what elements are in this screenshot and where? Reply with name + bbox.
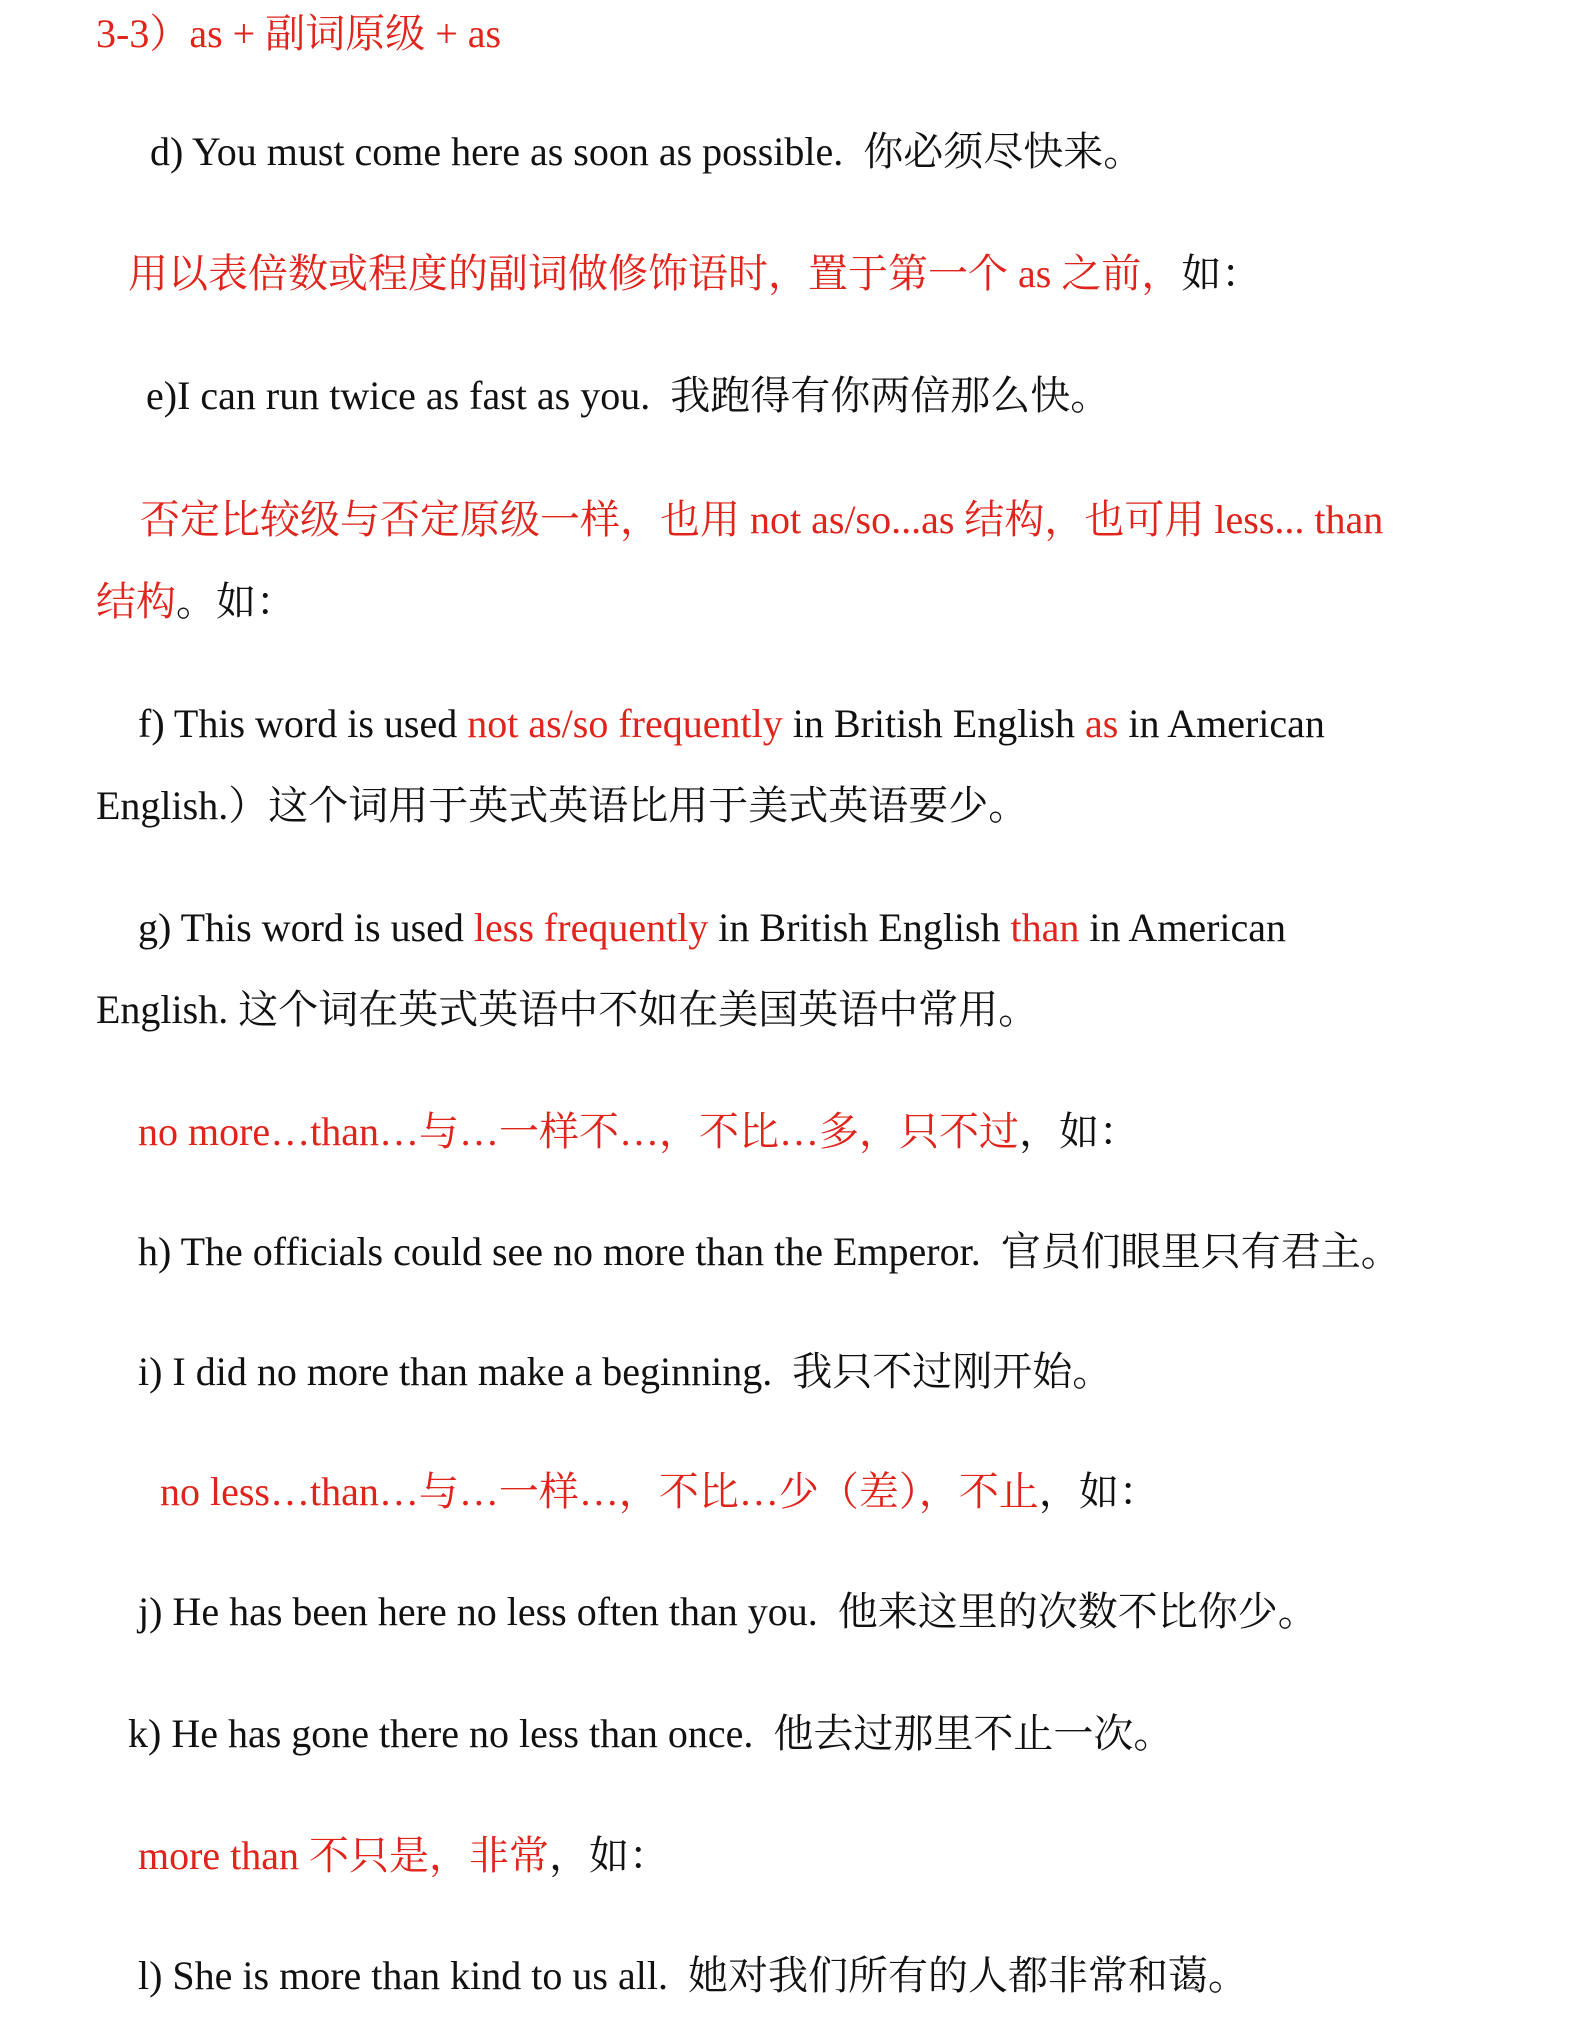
- example-e-chinese: 我跑得有你两倍那么快。: [670, 373, 1111, 418]
- rule-no-more-than-text: no more…than…与…一样不…，不比…多，只不过: [138, 1109, 1020, 1154]
- section-heading: 3-3）as + 副词原级 + as: [96, 11, 502, 56]
- rule-multiples-text: 用以表倍数或程度的副词做修饰语时，置于第一个 as 之前，: [128, 251, 1182, 296]
- example-g-part1: g) This word is used: [138, 905, 474, 950]
- example-f-part2: in British English: [782, 701, 1085, 746]
- example-h-english: h) The officials could see no more than the Emperor.: [138, 1229, 981, 1274]
- example-d: [150, 126, 1143, 178]
- example-f-part3: in American: [1118, 701, 1325, 746]
- example-i-chinese: 我只不过刚开始。: [792, 1349, 1113, 1394]
- example-f-part1: f) This word is used: [138, 701, 468, 746]
- rule-no-less-than-tail: ，如：: [1038, 1469, 1159, 1514]
- example-i-english: i) I did no more than make a beginning.: [138, 1349, 773, 1394]
- example-g-line2: English. 这个词在英式英语中不如在美国英语中常用。: [96, 987, 1039, 1032]
- example-d-chinese: 你必须尽快来。: [863, 129, 1144, 174]
- example-i: [138, 1346, 1112, 1398]
- rule-more-than-tail: ，如：: [549, 1833, 670, 1878]
- example-e: [146, 370, 1110, 422]
- example-j-chinese: 他来这里的次数不比你少。: [837, 1589, 1318, 1634]
- example-f-highlight2: as: [1085, 701, 1119, 746]
- example-g-highlight2: than: [1010, 905, 1080, 950]
- example-l: [138, 1950, 1248, 2002]
- example-j: [138, 1586, 1318, 1638]
- example-g-part2: in British English: [708, 905, 1011, 950]
- example-g-highlight1: less frequently: [473, 905, 709, 950]
- rule-negative-line2: [96, 576, 296, 628]
- rule-multiples-tail: 如：: [1181, 251, 1262, 296]
- rule-more-than: [138, 1830, 669, 1882]
- example-e-english: e)I can run twice as fast as you.: [146, 373, 651, 418]
- example-j-english: j) He has been here no less often than you.: [138, 1589, 818, 1634]
- example-g-part3: in American: [1079, 905, 1287, 950]
- rule-no-more-than-tail: ，如：: [1019, 1109, 1140, 1154]
- example-k-english: k) He has gone there no less than once.: [128, 1711, 754, 1756]
- example-l-chinese: 她对我们所有的人都非常和蔼。: [687, 1953, 1248, 1998]
- example-f-highlight1: not as/so frequently: [467, 701, 783, 746]
- example-h-chinese: 官员们眼里只有君主。: [1000, 1229, 1401, 1274]
- example-h: [138, 1226, 1401, 1278]
- example-k: [128, 1708, 1173, 1760]
- example-f-line1: [138, 698, 1325, 750]
- rule-no-more-than: [138, 1106, 1139, 1158]
- example-d-english: d) You must come here as soon as possible.: [150, 129, 844, 174]
- example-k-chinese: 他去过那里不止一次。: [773, 1711, 1174, 1756]
- rule-no-less-than-text: no less…than…与…一样…，不比…少（差），不止: [160, 1469, 1039, 1514]
- example-l-english: l) She is more than kind to us all.: [138, 1953, 668, 1998]
- rule-multiples: [128, 248, 1261, 300]
- rule-negative-line1: 否定比较级与否定原级一样，也用 not as/so...as 结构，也可用 less... than: [140, 497, 1384, 542]
- example-f-line2: English.）这个词用于英式英语比用于美式英语要少。: [96, 783, 1029, 828]
- rule-negative-line2-text: 结构: [96, 579, 176, 624]
- rule-more-than-text: more than 不只是，非常: [138, 1833, 550, 1878]
- rule-negative-tail: 。如：: [176, 579, 296, 624]
- example-g-line1: [138, 902, 1286, 954]
- rule-no-less-than: [160, 1466, 1159, 1518]
